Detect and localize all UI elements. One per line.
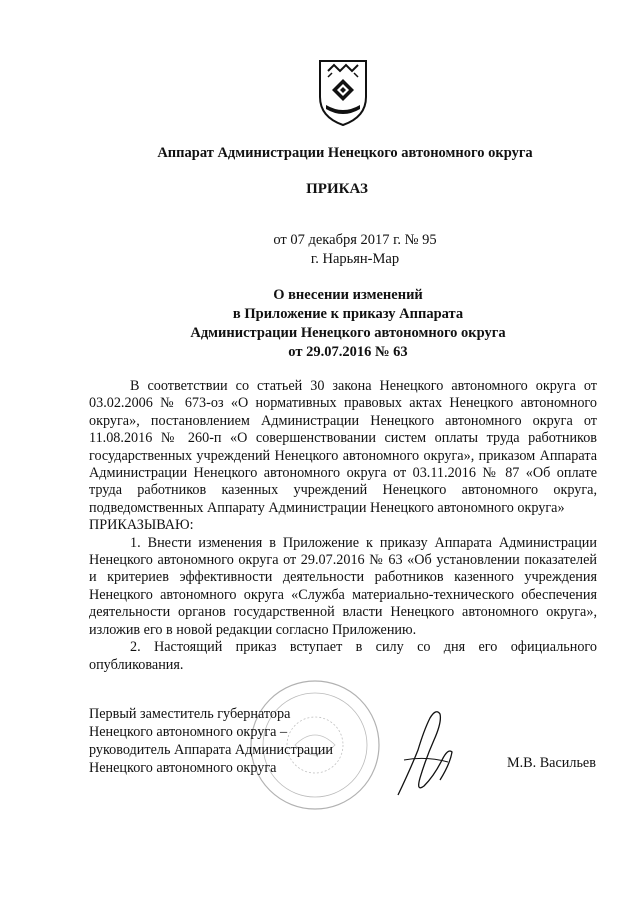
document-date-number: от 07 декабря 2017 г. № 95 xyxy=(273,232,437,248)
signatory-name: М.В. Васильев xyxy=(507,755,596,771)
document-city: г. Нарьян-Мар xyxy=(310,251,400,267)
subject-line: О внесении изменений xyxy=(273,287,423,303)
document-subject xyxy=(28,286,640,362)
handwritten-signature xyxy=(390,700,460,810)
order-word: ПРИКАЗЫВАЮ: xyxy=(89,517,194,534)
position-line: руководитель Аппарата Администрации xyxy=(89,742,333,758)
order-item-2: 2. Настоящий приказ вступает в силу со дня его официального опубликования. xyxy=(89,639,597,673)
subject-line: от 29.07.2016 № 63 xyxy=(288,344,408,360)
subject-line: в Приложение к приказу Аппарата xyxy=(232,306,464,322)
position-line: Ненецкого автономного округа xyxy=(89,760,277,776)
coat-of-arms-emblem xyxy=(316,57,370,127)
position-line: Первый заместитель губернатора xyxy=(89,706,291,722)
preamble-paragraph: В соответствии со статьей 30 закона Ненецкого автономного округа от 03.02.2006 № 673-оз «О нормативных правовых актах Ненецкого автономного округа», постановлением Администрации Ненецкого автономного округа от 11.08.2016 № 260-п «О совершенствовании систем оплаты труда работников государственных учреждений Ненецкого автономного округа», приказом Аппарата Администрации Ненецкого автономного округа от 03.11.2016 № 87 «Об оплате труда работников казенных учреждений Ненецкого автономного округа, подведомственных Аппарату Администрации Ненецкого автономного округа» xyxy=(89,378,597,516)
document-type: ПРИКАЗ xyxy=(306,181,368,197)
signatory-position xyxy=(89,705,333,777)
order-item-1: 1. Внести изменения в Приложение к приказу Аппарата Администрации Ненецкого автономного округа от 29.07.2016 № 63 «Об установлении показателей и критериев эффективности деятельности работников казенного учреждения Ненецкого автономного округа «Служба материально-технического обеспечения деятельности органов государственной власти Ненецкого автономного округа», изложив его в новой редакции согласно Приложению. xyxy=(89,534,597,638)
document-body xyxy=(89,378,597,674)
subject-line: Администрации Ненецкого автономного округа xyxy=(190,325,506,341)
position-line: Ненецкого автономного округа – xyxy=(89,724,288,740)
organization-name: Аппарат Администрации Ненецкого автономного округа xyxy=(157,145,533,161)
